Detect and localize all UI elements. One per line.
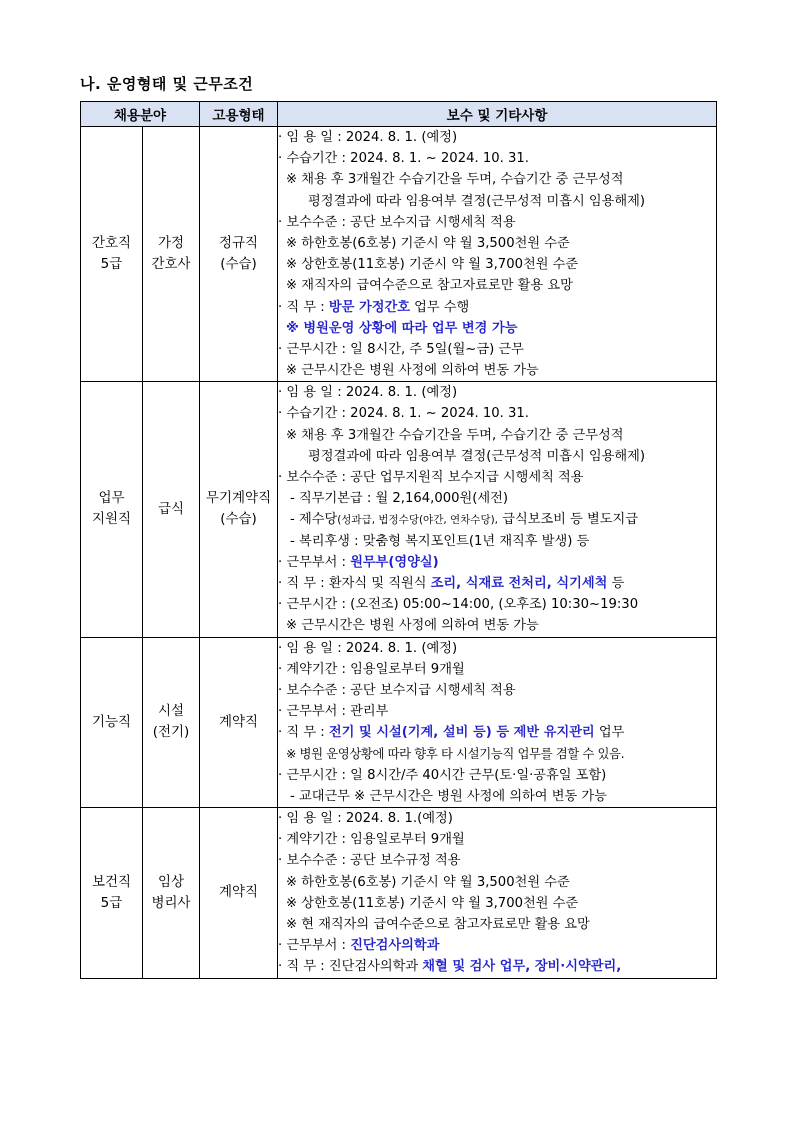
remark-highlight: 채혈 및 검사 업무, 장비·시약관리,	[422, 959, 622, 975]
employment-type-line: 계약직	[218, 713, 259, 730]
remark-line: · 보수수준 : 공단 보수규정 적용	[278, 853, 461, 869]
remark-highlight: 방문 가정간호	[328, 299, 410, 315]
remark-text: · 직 무 :	[278, 725, 329, 741]
job-category-line: 업무	[98, 490, 125, 507]
remark-line: · 임 용 일 : 2024. 8. 1. (예정)	[278, 385, 458, 401]
remark-line: ※ 상한호봉(11호봉) 기준시 약 월 3,700천원 수준	[286, 895, 579, 911]
remark-line: · 수습기간 : 2024. 8. 1. ~ 2024. 10. 31.	[278, 406, 529, 422]
remarks-cell	[278, 637, 717, 808]
remark-line	[278, 552, 716, 573]
remark-line	[278, 956, 716, 977]
employment-type-line: 정규직	[218, 235, 259, 252]
table-row	[81, 637, 717, 808]
remark-line: - 직무기본급 : 월 2,164,000원(세전)	[290, 491, 509, 507]
remark-line: · 보수수준 : 공단 보수지급 시행세칙 적용	[278, 214, 516, 230]
remark-line	[278, 573, 716, 594]
job-category-line: 기능직	[91, 713, 132, 730]
table-header-row	[81, 102, 717, 127]
remark-line: · 계약기간 : 임용일로부터 9개월	[278, 832, 465, 848]
remark-line: ※ 병원 운영상황에 따라 향후 타 시설기능직 업무를 겸할 수 있음.	[286, 746, 625, 762]
job-category	[81, 127, 143, 382]
job-field	[143, 127, 200, 382]
remark-line: · 수습기간 : 2024. 8. 1. ~ 2024. 10. 31.	[278, 151, 529, 167]
employment-type-line: 계약직	[218, 884, 259, 901]
remark-text: 급식보조비 등 별도지급	[498, 512, 638, 528]
remark-line: ※ 하한호봉(6호봉) 기준시 약 월 3,500천원 수준	[286, 874, 570, 890]
employment-type	[200, 127, 278, 382]
remark-line: · 근무시간 : 일 8시간/주 40시간 근무(토·일·공휴일 포함)	[278, 767, 607, 783]
remark-line: ※ 근무시간은 병원 사정에 의하여 변동 가능	[286, 363, 539, 379]
remark-text: · 직 무 : 진단검사의학과	[278, 959, 423, 975]
job-category	[81, 808, 143, 979]
remark-text: - 제수당	[290, 512, 338, 528]
remark-line: · 근무시간 : (오전조) 05:00~14:00, (오후조) 10:30~19:30	[278, 597, 639, 613]
table-row	[81, 127, 717, 382]
employment-type-line: 무기계약직	[205, 490, 272, 507]
remark-text: · 직 무 : 환자식 및 직원식	[278, 575, 431, 591]
remark-highlight: 원무부(영양실)	[350, 554, 439, 570]
job-field	[143, 808, 200, 979]
remark-text: 업무	[594, 725, 625, 741]
remark-line	[278, 297, 716, 318]
remark-text: · 근무부서 :	[278, 554, 351, 570]
job-field-line: (전기)	[152, 724, 190, 741]
remark-note: (성과급, 법정수당(야간, 연차수당),	[337, 514, 499, 527]
remark-line: ※ 하한호봉(6호봉) 기준시 약 월 3,500천원 수준	[286, 235, 570, 251]
remarks-cell	[278, 808, 717, 979]
job-field-line: 임상	[157, 873, 185, 890]
section-title: 나. 운영형태 및 근무조건	[80, 75, 254, 93]
remark-line: · 근무시간 : 일 8시간, 주 5일(월~금) 근무	[278, 341, 524, 357]
remark-line: · 근무부서 : 관리부	[278, 704, 389, 720]
remark-line	[278, 509, 716, 530]
employment-type	[200, 382, 278, 637]
job-category-line: 보건직	[91, 873, 132, 890]
remark-line	[278, 722, 716, 743]
job-category-line: 5급	[100, 256, 123, 273]
job-category	[81, 382, 143, 637]
remark-line: ※ 재직자의 급여수준으로 참고자료로만 활용 요망	[286, 278, 573, 294]
remark-text: · 근무부서 :	[278, 938, 351, 954]
remark-line: - 복리후생 : 맞춤형 복지포인트(1년 재직후 발생) 등	[290, 533, 590, 549]
remark-line: 평정결과에 따라 임용여부 결정(근무성적 미흡시 임용해제)	[308, 193, 646, 209]
remarks-cell	[278, 127, 717, 382]
remark-line: ※ 병원운영 상황에 따라 업무 변경 가능	[286, 320, 518, 336]
remark-line: ※ 상한호봉(11호봉) 기준시 약 월 3,700천원 수준	[286, 257, 579, 273]
job-category	[81, 637, 143, 808]
job-field-line: 간호사	[151, 256, 191, 273]
job-category-line: 지원직	[91, 511, 132, 528]
conditions-table	[80, 101, 717, 979]
remark-line: - 교대근무 ※ 근무시간은 병원 사정에 의하여 변동 가능	[290, 788, 607, 804]
remark-highlight: 조리, 식재료 전처리, 식기세척	[430, 575, 608, 591]
remark-text: · 직 무 :	[278, 299, 329, 315]
remark-line: · 보수수준 : 공단 업무지원직 보수지급 시행세칙 적용	[278, 470, 584, 485]
remark-line	[278, 935, 716, 956]
job-category-line: 간호직	[91, 235, 132, 252]
employment-type	[200, 637, 278, 808]
header-remarks: 보수 및 기타사항	[278, 102, 717, 127]
remark-line: ※ 현 재직자의 급여수준으로 참고자료로만 활용 요망	[286, 916, 590, 932]
job-field	[143, 637, 200, 808]
remark-line: ※ 채용 후 3개월간 수습기간을 두며, 수습기간 중 근무성적	[286, 172, 624, 188]
job-category-line: 5급	[100, 894, 123, 911]
remark-line: · 임 용 일 : 2024. 8. 1. (예정)	[278, 640, 458, 656]
job-field-line: 급식	[157, 500, 185, 517]
employment-type-line: (수습)	[220, 511, 257, 528]
remark-line: · 계약기간 : 임용일로부터 9개월	[278, 661, 465, 677]
job-field-line: 시설	[157, 703, 185, 720]
job-field-line: 가정	[157, 235, 185, 252]
table-row	[81, 382, 717, 637]
remark-line: · 임 용 일 : 2024. 8. 1.(예정)	[278, 811, 453, 826]
remark-line: ※ 근무시간은 병원 사정에 의하여 변동 가능	[286, 618, 539, 634]
remark-line: · 임 용 일 : 2024. 8. 1. (예정)	[278, 130, 458, 145]
remark-line: · 보수수준 : 공단 보수지급 시행세칙 적용	[278, 682, 516, 698]
remark-line: 평정결과에 따라 임용여부 결정(근무성적 미흡시 임용해제)	[308, 448, 646, 464]
employment-type-line: (수습)	[220, 256, 257, 273]
job-field-line: 병리사	[151, 894, 191, 911]
remark-highlight: 전기 및 시설(기계, 설비 등) 등 제반 유지관리	[328, 725, 595, 741]
header-field: 채용분야	[81, 102, 200, 127]
employment-type	[200, 808, 278, 979]
remark-line: ※ 채용 후 3개월간 수습기간을 두며, 수습기간 중 근무성적	[286, 427, 624, 443]
remark-text: 등	[607, 575, 625, 591]
remark-highlight: 진단검사의학과	[350, 938, 440, 954]
remark-text: 업무 수행	[409, 299, 470, 315]
remarks-cell	[278, 382, 717, 637]
job-field	[143, 382, 200, 637]
header-employment: 고용형태	[200, 102, 278, 127]
table-row	[81, 808, 717, 979]
